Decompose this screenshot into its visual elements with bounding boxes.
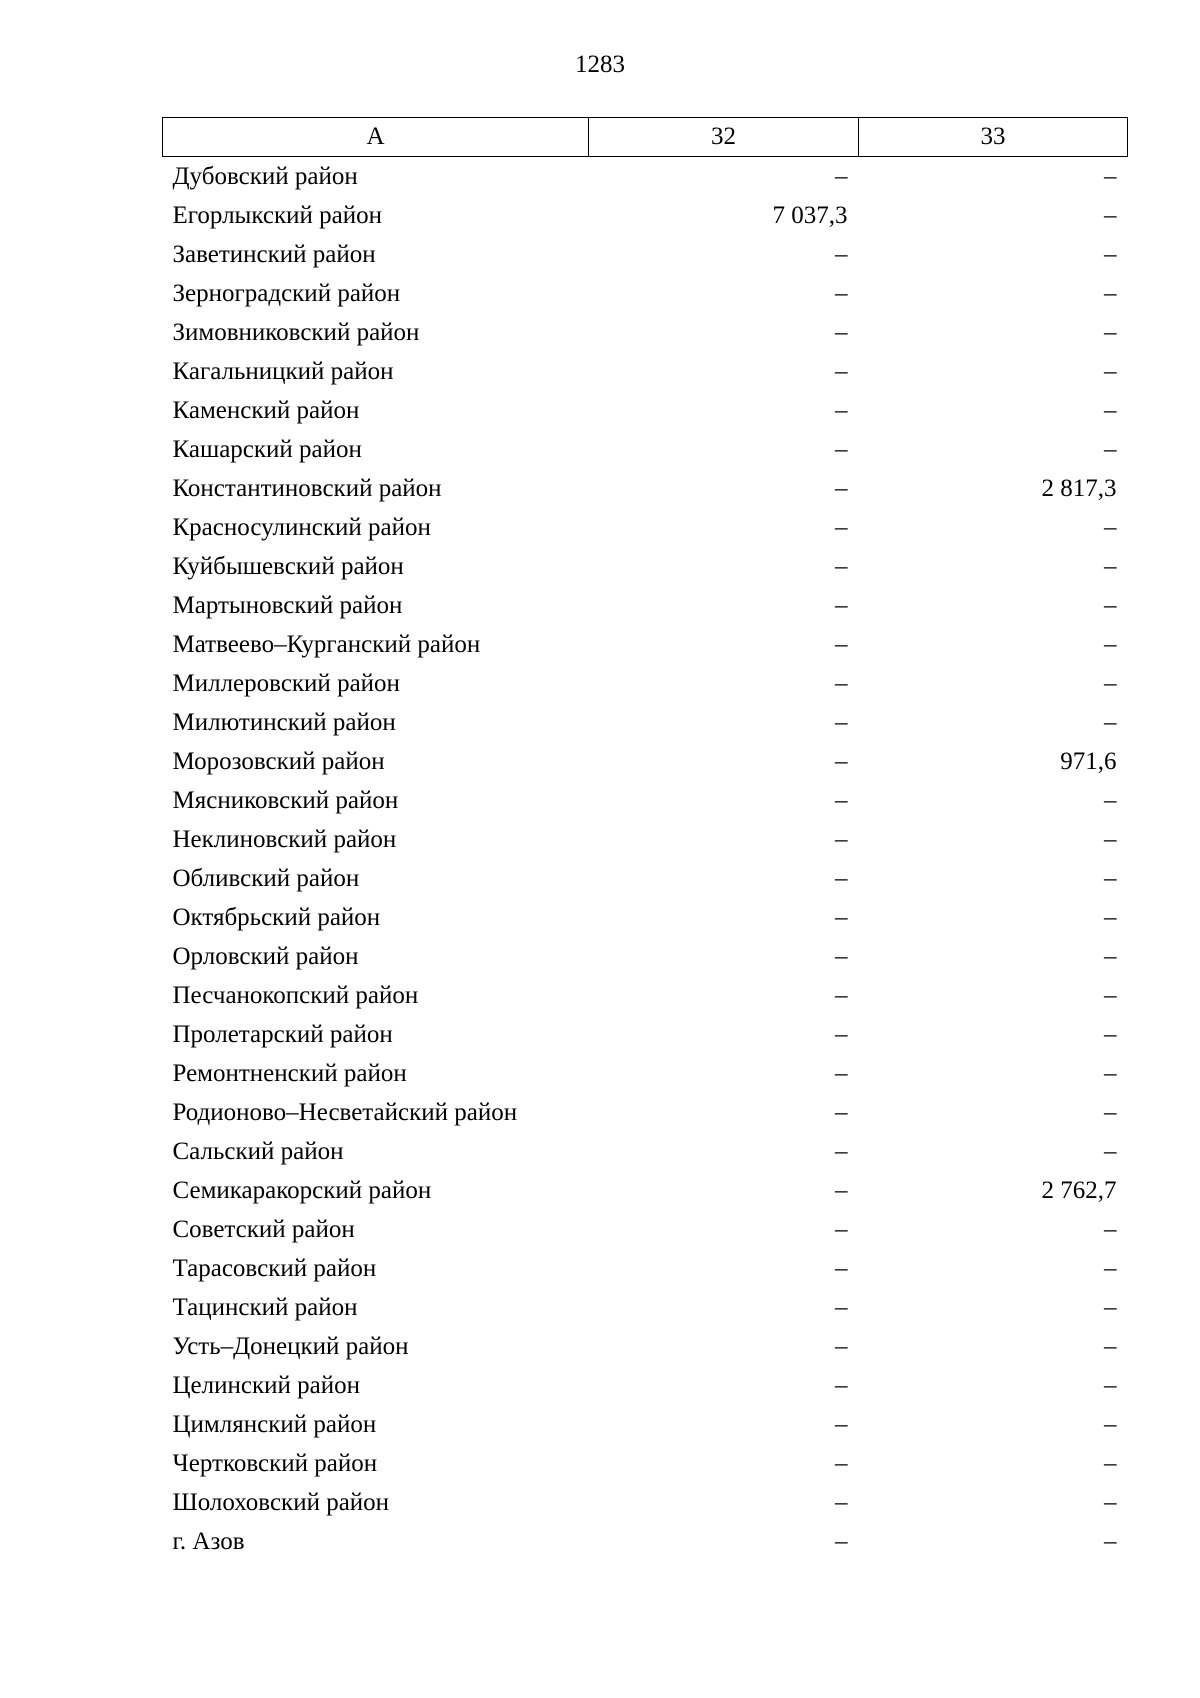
table-row bbox=[163, 820, 1128, 859]
value-cell-32: – bbox=[835, 397, 848, 424]
district-name-cell: Зерноградский район bbox=[172, 280, 401, 307]
table-row bbox=[163, 1171, 1128, 1210]
value-cell-32: – bbox=[835, 436, 848, 463]
value-cell-32: – bbox=[835, 670, 848, 697]
value-cell-32: – bbox=[835, 709, 848, 736]
district-name-cell: Кагальницкий район bbox=[172, 358, 394, 385]
value-cell-32: – bbox=[835, 1216, 848, 1243]
value-cell-33: 971,6 bbox=[1060, 748, 1117, 775]
value-cell-33: – bbox=[1104, 319, 1117, 346]
district-name-cell: Песчанокопский район bbox=[172, 982, 419, 1009]
value-cell-33: – bbox=[1104, 1411, 1117, 1438]
table-row bbox=[163, 742, 1128, 781]
value-cell-32: – bbox=[835, 865, 848, 892]
table-row bbox=[163, 1015, 1128, 1054]
data-table bbox=[162, 117, 1128, 1561]
value-cell-33: – bbox=[1104, 865, 1117, 892]
district-name-cell: г. Азов bbox=[172, 1528, 245, 1555]
table-row bbox=[163, 235, 1128, 274]
value-cell-32: – bbox=[835, 904, 848, 931]
value-cell-32: 7 037,3 bbox=[772, 202, 848, 229]
value-cell-32: – bbox=[835, 1255, 848, 1282]
table-row bbox=[163, 1054, 1128, 1093]
table-row bbox=[163, 1210, 1128, 1249]
value-cell-33: – bbox=[1104, 1021, 1117, 1048]
table-row bbox=[163, 625, 1128, 664]
table-row bbox=[163, 1522, 1128, 1561]
value-cell-33: – bbox=[1104, 280, 1117, 307]
district-name-cell: Родионово–Несветайский район bbox=[172, 1099, 518, 1126]
table-row bbox=[163, 391, 1128, 430]
table-row bbox=[163, 1366, 1128, 1405]
table-row bbox=[163, 1249, 1128, 1288]
district-name-cell: Обливский район bbox=[172, 865, 360, 892]
table-row bbox=[163, 313, 1128, 352]
value-cell-32: – bbox=[835, 748, 848, 775]
value-cell-32: – bbox=[835, 319, 848, 346]
value-cell-32: – bbox=[835, 241, 848, 268]
district-name-cell: Усть–Донецкий район bbox=[172, 1333, 409, 1360]
value-cell-32: – bbox=[835, 982, 848, 1009]
value-cell-33: – bbox=[1104, 1450, 1117, 1477]
value-cell-33: – bbox=[1104, 1138, 1117, 1165]
value-cell-33: – bbox=[1104, 553, 1117, 580]
table-row bbox=[163, 703, 1128, 742]
value-cell-33: – bbox=[1104, 670, 1117, 697]
table-row bbox=[163, 157, 1128, 197]
district-name-cell: Матвеево–Курганский район bbox=[172, 631, 481, 658]
value-cell-32: – bbox=[835, 826, 848, 853]
value-cell-33: – bbox=[1104, 631, 1117, 658]
table-header bbox=[163, 118, 1128, 157]
table-row bbox=[163, 1132, 1128, 1171]
value-cell-33: – bbox=[1104, 943, 1117, 970]
district-name-cell: Цимлянский район bbox=[172, 1411, 377, 1438]
table-row bbox=[163, 508, 1128, 547]
district-name-cell: Мясниковский район bbox=[172, 787, 399, 814]
district-name-cell: Куйбышевский район bbox=[172, 553, 404, 580]
value-cell-33: – bbox=[1104, 904, 1117, 931]
district-name-cell: Мартыновский район bbox=[172, 592, 403, 619]
district-name-cell: Тацинский район bbox=[172, 1294, 358, 1321]
value-cell-33: – bbox=[1104, 358, 1117, 385]
table-row bbox=[163, 352, 1128, 391]
value-cell-33: – bbox=[1104, 163, 1117, 190]
value-cell-32: – bbox=[835, 1528, 848, 1555]
table-row bbox=[163, 1405, 1128, 1444]
district-name-cell: Милютинский район bbox=[172, 709, 396, 736]
district-name-cell: Целинский район bbox=[172, 1372, 360, 1399]
table-row bbox=[163, 664, 1128, 703]
value-cell-32: – bbox=[835, 553, 848, 580]
district-name-cell: Миллеровский район bbox=[172, 670, 400, 697]
value-cell-33: – bbox=[1104, 1528, 1117, 1555]
value-cell-32: – bbox=[835, 1177, 848, 1204]
value-cell-33: – bbox=[1104, 1294, 1117, 1321]
district-name-cell: Зимовниковский район bbox=[172, 319, 420, 346]
table-row bbox=[163, 547, 1128, 586]
value-cell-32: – bbox=[835, 1333, 848, 1360]
value-cell-32: – bbox=[835, 1294, 848, 1321]
value-cell-32: – bbox=[835, 1411, 848, 1438]
header-cell-32: 32 bbox=[589, 118, 859, 157]
value-cell-32: – bbox=[835, 1138, 848, 1165]
district-name-cell: Дубовский район bbox=[172, 163, 358, 190]
value-cell-32: – bbox=[835, 475, 848, 502]
page-number: 1283 bbox=[575, 51, 625, 78]
district-name-cell: Тарасовский район bbox=[172, 1255, 377, 1282]
table-row bbox=[163, 1288, 1128, 1327]
district-name-cell: Сальский район bbox=[172, 1138, 344, 1165]
value-cell-33: – bbox=[1104, 436, 1117, 463]
value-cell-32: – bbox=[835, 1450, 848, 1477]
table-body bbox=[163, 157, 1128, 1562]
table-row bbox=[163, 976, 1128, 1015]
district-name-cell: Шолоховский район bbox=[172, 1489, 390, 1516]
district-name-cell: Заветинский район bbox=[172, 241, 376, 268]
value-cell-33: – bbox=[1104, 1216, 1117, 1243]
value-cell-32: – bbox=[835, 943, 848, 970]
district-name-cell: Пролетарский район bbox=[172, 1021, 393, 1048]
district-name-cell: Красносулинский район bbox=[172, 514, 431, 541]
value-cell-32: – bbox=[835, 280, 848, 307]
district-name-cell: Чертковский район bbox=[172, 1450, 378, 1477]
header-cell-a: А bbox=[163, 118, 589, 157]
header-row bbox=[163, 118, 1128, 157]
value-cell-33: – bbox=[1104, 592, 1117, 619]
district-name-cell: Егорлыкский район bbox=[172, 202, 382, 229]
table-row bbox=[163, 781, 1128, 820]
value-cell-32: – bbox=[835, 1099, 848, 1126]
district-name-cell: Неклиновский район bbox=[172, 826, 397, 853]
value-cell-33: – bbox=[1104, 514, 1117, 541]
table-row bbox=[163, 196, 1128, 235]
value-cell-33: – bbox=[1104, 1489, 1117, 1516]
district-name-cell: Семикаракорский район bbox=[172, 1177, 432, 1204]
value-cell-32: – bbox=[835, 1489, 848, 1516]
table-row bbox=[163, 1444, 1128, 1483]
value-cell-32: – bbox=[835, 592, 848, 619]
value-cell-33: – bbox=[1104, 1255, 1117, 1282]
table-row bbox=[163, 1327, 1128, 1366]
value-cell-33: – bbox=[1104, 826, 1117, 853]
value-cell-33: – bbox=[1104, 1333, 1117, 1360]
table-row bbox=[163, 469, 1128, 508]
table-row bbox=[163, 430, 1128, 469]
district-name-cell: Ремонтненский район bbox=[172, 1060, 407, 1087]
value-cell-32: – bbox=[835, 514, 848, 541]
value-cell-33: – bbox=[1104, 709, 1117, 736]
value-cell-33: – bbox=[1104, 1372, 1117, 1399]
district-name-cell: Советский район bbox=[172, 1216, 355, 1243]
district-name-cell: Орловский район bbox=[172, 943, 359, 970]
table-row bbox=[163, 586, 1128, 625]
value-cell-33: – bbox=[1104, 787, 1117, 814]
value-cell-33: – bbox=[1104, 202, 1117, 229]
district-name-cell: Морозовский район bbox=[172, 748, 385, 775]
table-row bbox=[163, 1483, 1128, 1522]
value-cell-32: – bbox=[835, 787, 848, 814]
value-cell-33: – bbox=[1104, 397, 1117, 424]
district-name-cell: Константиновский район bbox=[172, 475, 442, 502]
table-row bbox=[163, 898, 1128, 937]
table-row bbox=[163, 937, 1128, 976]
value-cell-32: – bbox=[835, 631, 848, 658]
header-cell-33: 33 bbox=[859, 118, 1128, 157]
value-cell-33: – bbox=[1104, 1099, 1117, 1126]
value-cell-33: – bbox=[1104, 241, 1117, 268]
value-cell-32: – bbox=[835, 1021, 848, 1048]
value-cell-33: 2 817,3 bbox=[1041, 475, 1117, 502]
table-row bbox=[163, 859, 1128, 898]
table-row bbox=[163, 1093, 1128, 1132]
district-name-cell: Кашарский район bbox=[172, 436, 362, 463]
value-cell-32: – bbox=[835, 1372, 848, 1399]
value-cell-32: – bbox=[835, 1060, 848, 1087]
value-cell-32: – bbox=[835, 163, 848, 190]
district-name-cell: Октябрьский район bbox=[172, 904, 381, 931]
value-cell-32: – bbox=[835, 358, 848, 385]
district-name-cell: Каменский район bbox=[172, 397, 360, 424]
table-row bbox=[163, 274, 1128, 313]
value-cell-33: – bbox=[1104, 1060, 1117, 1087]
value-cell-33: 2 762,7 bbox=[1041, 1177, 1117, 1204]
value-cell-33: – bbox=[1104, 982, 1117, 1009]
